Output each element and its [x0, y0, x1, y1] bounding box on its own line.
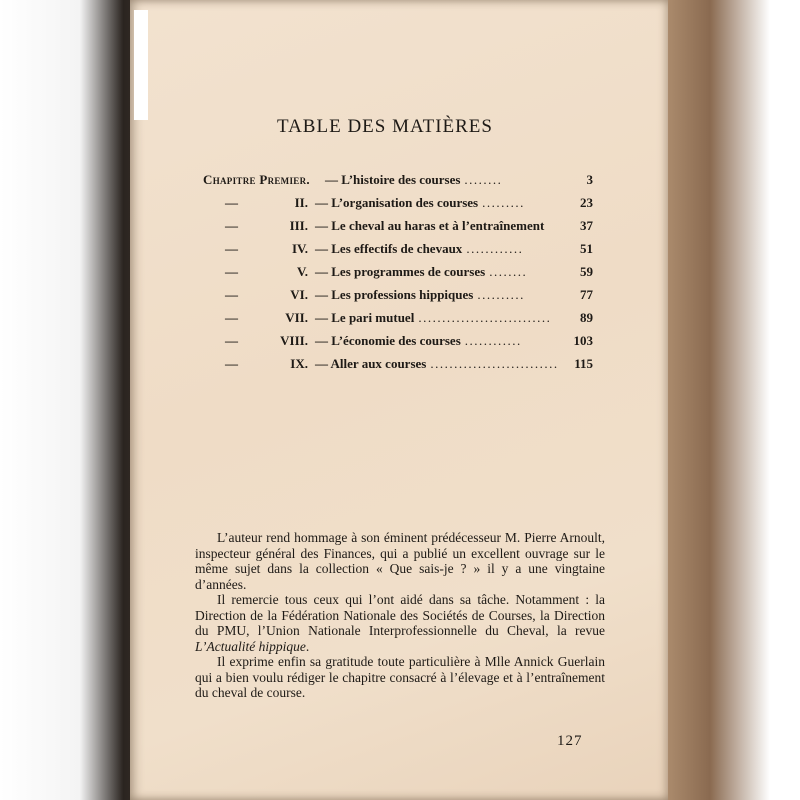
toc-entry-title-text: — Le pari mutuel	[315, 310, 415, 325]
toc-entry-title	[315, 237, 523, 260]
toc-entry-ditto-dash: —	[225, 287, 238, 302]
toc-entry-title	[315, 283, 525, 306]
toc-entry-title-text: — Les programmes de courses	[315, 264, 486, 279]
toc-entry-chapter-number: IV.	[291, 241, 308, 256]
toc-entry-ditto-dash: —	[225, 195, 238, 210]
toc-entry-leader-dots: ............	[464, 333, 522, 348]
note-paragraph-1: L’auteur rend hommage à son éminent prédécesseur M. Pierre Arnoult, inspecteur général des Finances, qui a publié un excellent ouvrage sur le même sujet dans la collection « Que sais-je ? » il y a une vingtaine d’années.	[195, 530, 605, 592]
toc-entry	[203, 283, 593, 306]
toc-entry-title-text: — Les professions hippiques	[315, 287, 474, 302]
toc-entry-title	[315, 329, 522, 352]
toc-entry	[203, 214, 593, 237]
toc-entry	[203, 237, 593, 260]
toc-entry-ditto-dash: —	[225, 356, 238, 371]
toc-entry-chapter-number: VI.	[290, 287, 308, 302]
toc-entry-title	[325, 168, 502, 191]
toc-entry-title	[315, 214, 548, 237]
note-paragraph-2-title: L’Actualité hippique	[195, 638, 306, 654]
right-edge-shadow	[650, 0, 800, 800]
toc-entry-page: 89	[580, 310, 593, 325]
acknowledgements-note	[195, 530, 605, 701]
toc-entry-ditto-dash: —	[225, 333, 238, 348]
note-paragraph-2	[195, 592, 605, 654]
note-paragraph-2-text: Il remercie tous ceux qui l’ont aidé dans sa tâche. Notamment : la Direction de la Fédération Nationale des Sociétés de Courses, la Direction du PMU, l’Union Nationale Interprofessionnelle du Cheval, la revue	[195, 592, 605, 638]
toc-entry-chapter-number: IX.	[290, 356, 308, 371]
toc-entry-title	[315, 191, 525, 214]
toc-entry-leader-dots: ........	[489, 264, 528, 279]
table-of-contents	[203, 168, 593, 375]
toc-entry	[203, 191, 593, 214]
toc-heading: TABLE DES MATIÈRES	[277, 116, 493, 137]
left-page-margin-fragment	[134, 10, 148, 120]
toc-entry-leader-dots: ..........	[477, 287, 525, 302]
toc-entry-title-text: — Les effectifs de chevaux	[315, 241, 463, 256]
toc-entry-page: 59	[580, 264, 593, 279]
left-page-shadow	[0, 0, 145, 800]
toc-entry	[203, 352, 593, 375]
toc-entry-page: 103	[573, 333, 593, 348]
toc-entry-page: 23	[580, 195, 593, 210]
toc-entry-ditto-dash: —	[225, 264, 238, 279]
toc-entry-title-text: — Le cheval au haras et à l’entraînement	[315, 218, 545, 233]
toc-entry-ditto-dash: —	[225, 241, 238, 256]
note-paragraph-3: Il exprime enfin sa gratitude toute particulière à Mlle Annick Guerlain qui a bien voulu rédiger le chapitre consacré à l’élevage et à l’entraînement du cheval de course.	[195, 654, 605, 700]
toc-entry-chapter-number: V.	[297, 264, 308, 279]
toc-entry-leader-dots: ............	[466, 241, 524, 256]
toc-entry-ditto-dash: —	[225, 310, 238, 325]
toc-entry-leader-dots: ........	[464, 172, 503, 187]
toc-entry-title	[315, 260, 527, 283]
toc-entry-page: 51	[580, 241, 593, 256]
toc-entry	[203, 260, 593, 283]
toc-entry-title-text: — L’organisation des courses	[315, 195, 479, 210]
toc-entry-page: 115	[574, 356, 593, 371]
toc-entry	[203, 168, 593, 191]
toc-entry-chapter-number: VIII.	[280, 333, 308, 348]
toc-entry-page: 77	[580, 287, 593, 302]
toc-entry-chapter-number: II.	[294, 195, 308, 210]
toc-entry-chapter-number: VII.	[285, 310, 308, 325]
page-number: 127	[557, 733, 583, 749]
toc-entry-page: 37	[580, 218, 593, 233]
toc-entry-ditto-dash: —	[225, 218, 238, 233]
toc-entry-leader-dots: ...........................	[430, 356, 559, 371]
toc-entry	[203, 329, 593, 352]
toc-entry	[203, 306, 593, 329]
toc-entry-title-text: — L’économie des courses	[315, 333, 461, 348]
toc-entry-title-text: — Aller aux courses	[315, 356, 427, 371]
toc-entry-title	[315, 306, 551, 329]
toc-entry-title-text: — L’histoire des courses	[325, 172, 461, 187]
toc-entry-lead: Chapitre Premier.	[203, 172, 310, 187]
toc-entry-page: 3	[586, 172, 593, 187]
toc-entry-chapter-number: III.	[289, 218, 308, 233]
toc-entry-leader-dots: .........	[482, 195, 525, 210]
note-paragraph-2-end: .	[305, 638, 310, 654]
toc-entry-title	[315, 352, 559, 375]
toc-entry-leader-dots: ............................	[418, 310, 552, 325]
